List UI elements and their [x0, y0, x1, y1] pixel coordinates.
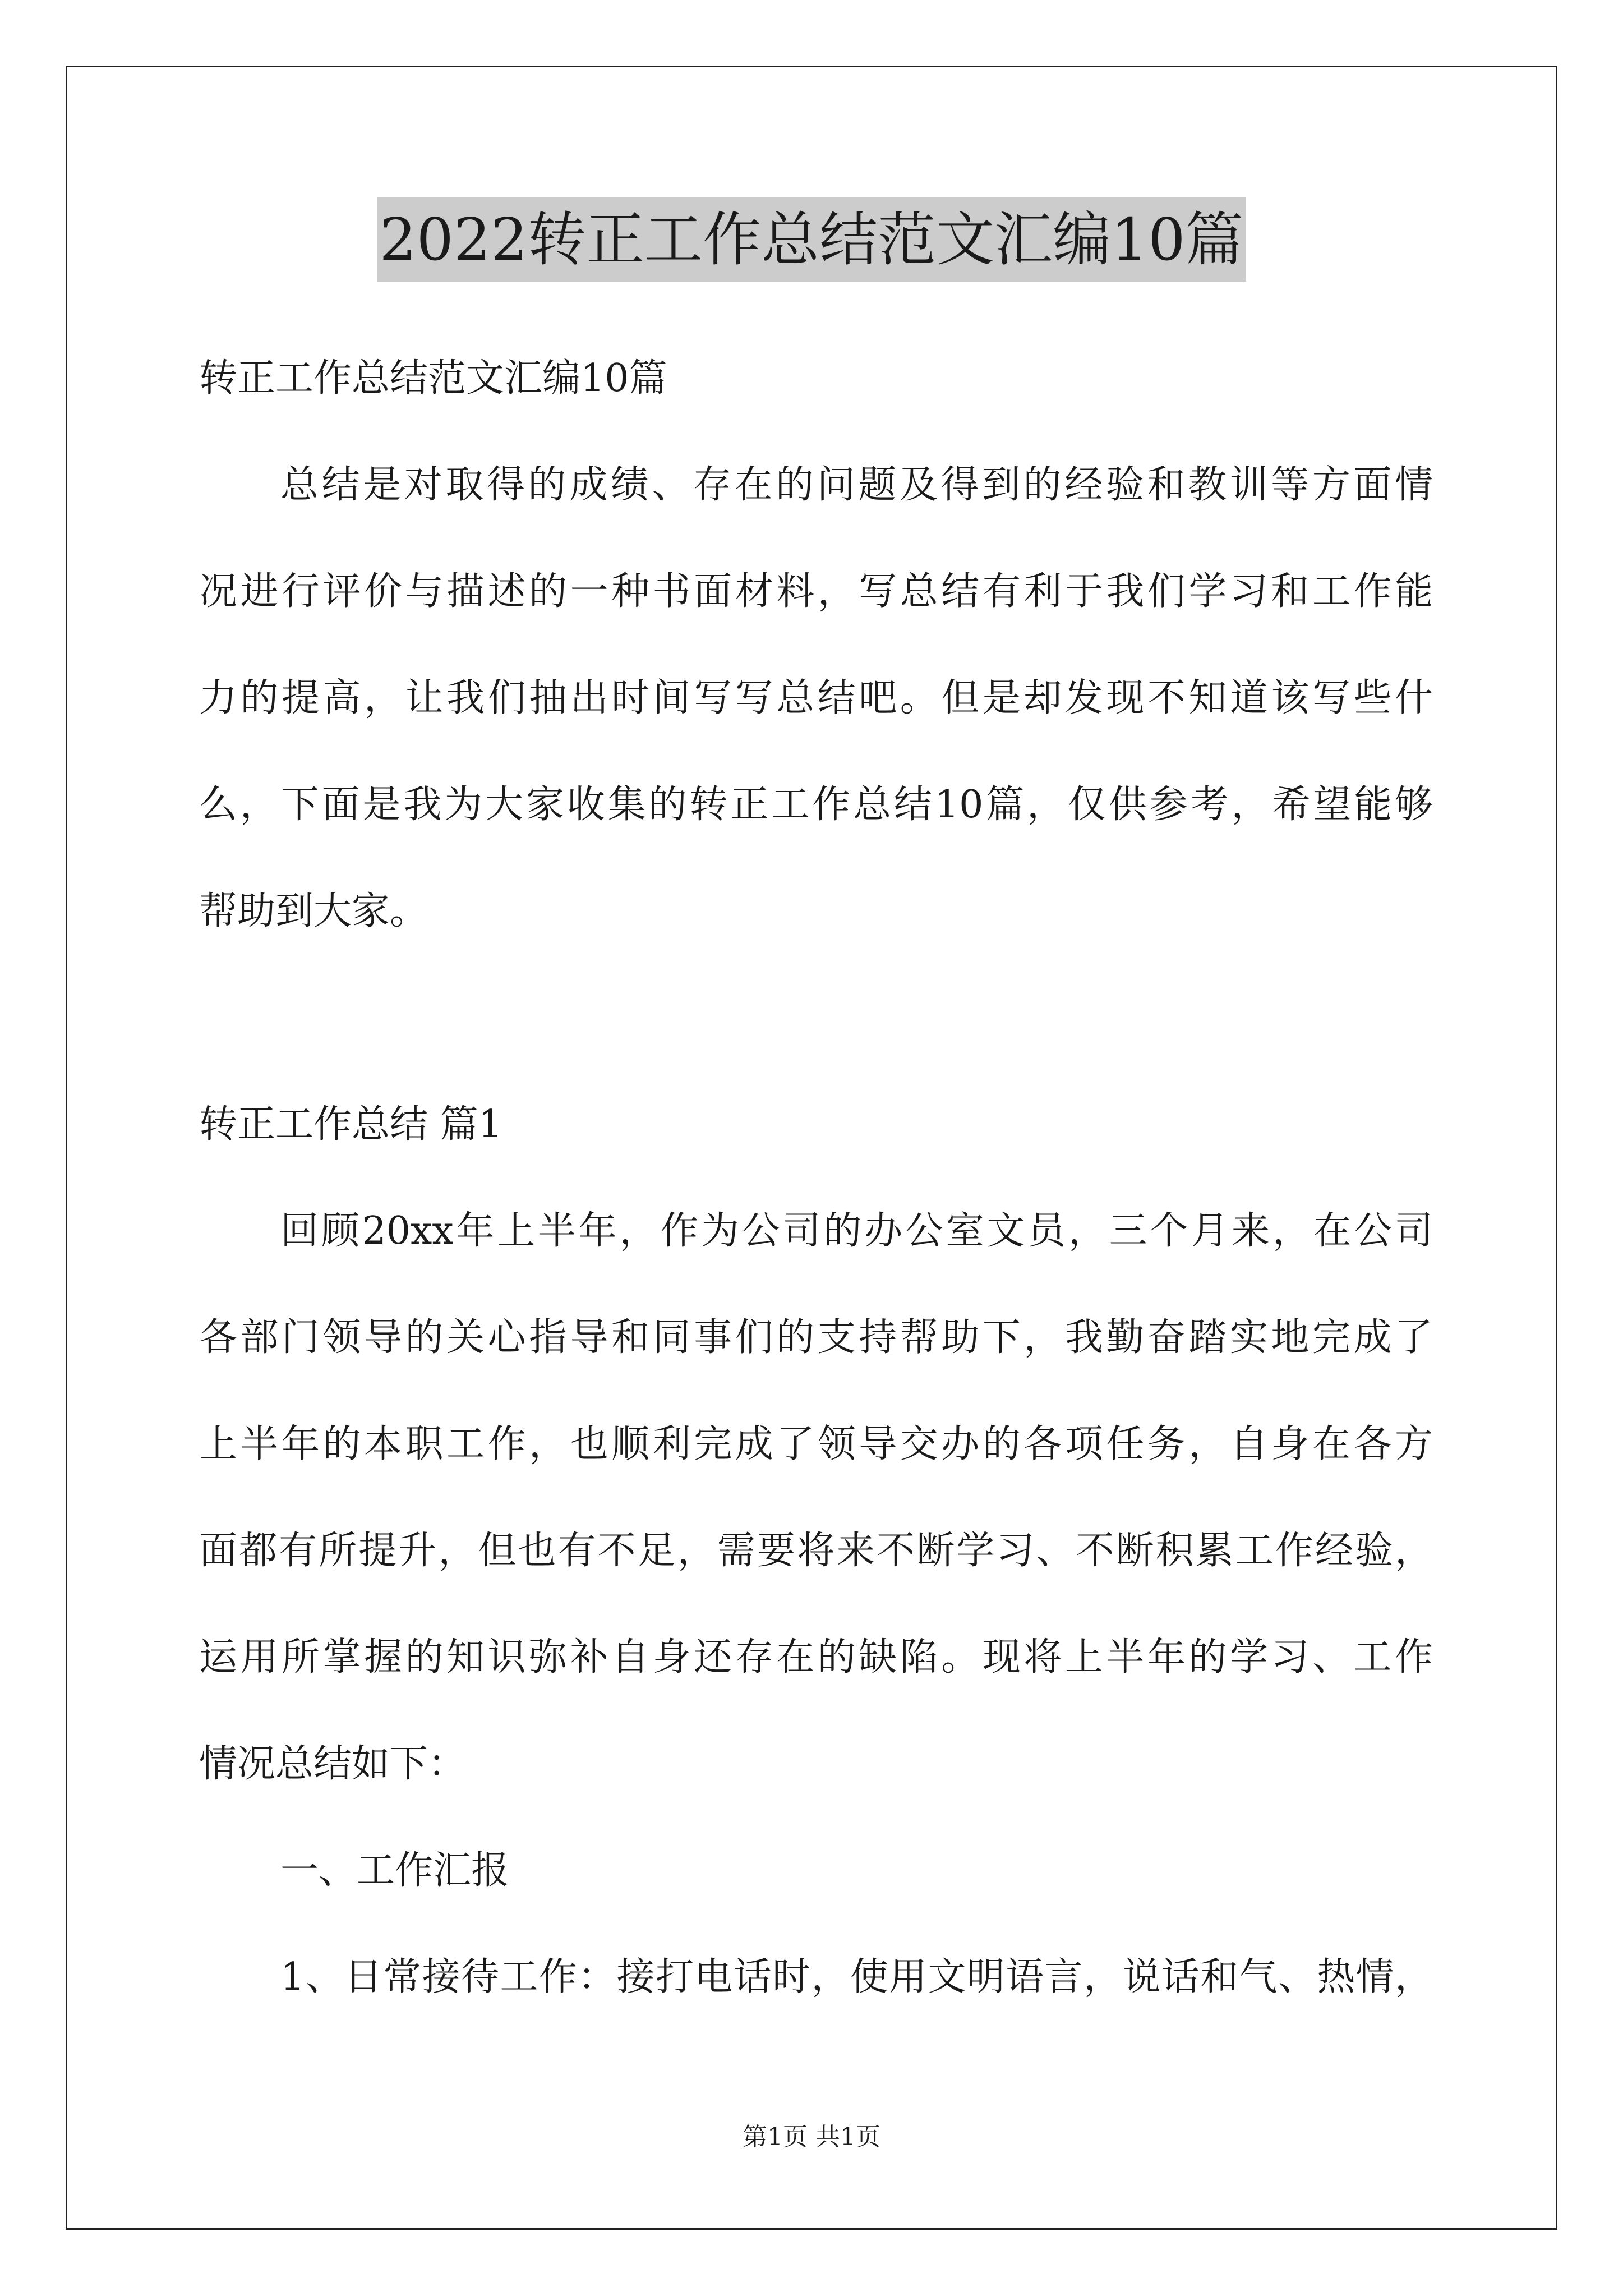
- body-line-1: 回顾20xx年上半年，作为公司的办公室文员，三个月来，在公司: [280, 1209, 1433, 1253]
- body-line-4: 面都有所提升，但也有不足，需要将来不断学习、不断积累工作经验，: [199, 1529, 1433, 1573]
- intro-line-1: 总结是对取得的成绩、存在的问题及得到的经验和教训等方面情: [280, 463, 1433, 507]
- title-container: [0, 197, 1623, 282]
- body-line-6: 情况总结如下：: [199, 1742, 467, 1786]
- body-line-3: 上半年的本职工作，也顺利完成了领导交办的各项任务，自身在各方: [199, 1422, 1433, 1466]
- document-title: 2022转正工作总结范文汇编10篇: [377, 197, 1246, 282]
- intro-line-5: 帮助到大家。: [199, 889, 428, 933]
- body-line-5: 运用所掌握的知识弥补自身还存在的缺陷。现将上半年的学习、工作: [199, 1635, 1433, 1680]
- intro-line-4: 么，下面是我为大家收集的转正工作总结10篇，仅供参考，希望能够: [199, 783, 1433, 827]
- body-line-2: 各部门领导的关心指导和同事们的支持帮助下，我勤奋踏实地完成了: [199, 1315, 1433, 1360]
- section-heading: 转正工作总结 篇1: [199, 1102, 502, 1147]
- item-line-1: 1、日常接待工作：接打电话时，使用文明语言，说话和气、热情，: [280, 1955, 1433, 1999]
- intro-line-2: 况进行评价与描述的一种书面材料，写总结有利于我们学习和工作能: [199, 569, 1433, 614]
- intro-line-3: 力的提高，让我们抽出时间写写总结吧。但是却发现不知道该写些什: [199, 676, 1433, 720]
- document-subtitle: 转正工作总结范文汇编10篇: [199, 356, 667, 401]
- page-footer: 第1页 共1页: [743, 2123, 880, 2151]
- sub-heading: 一、工作汇报: [280, 1848, 510, 1893]
